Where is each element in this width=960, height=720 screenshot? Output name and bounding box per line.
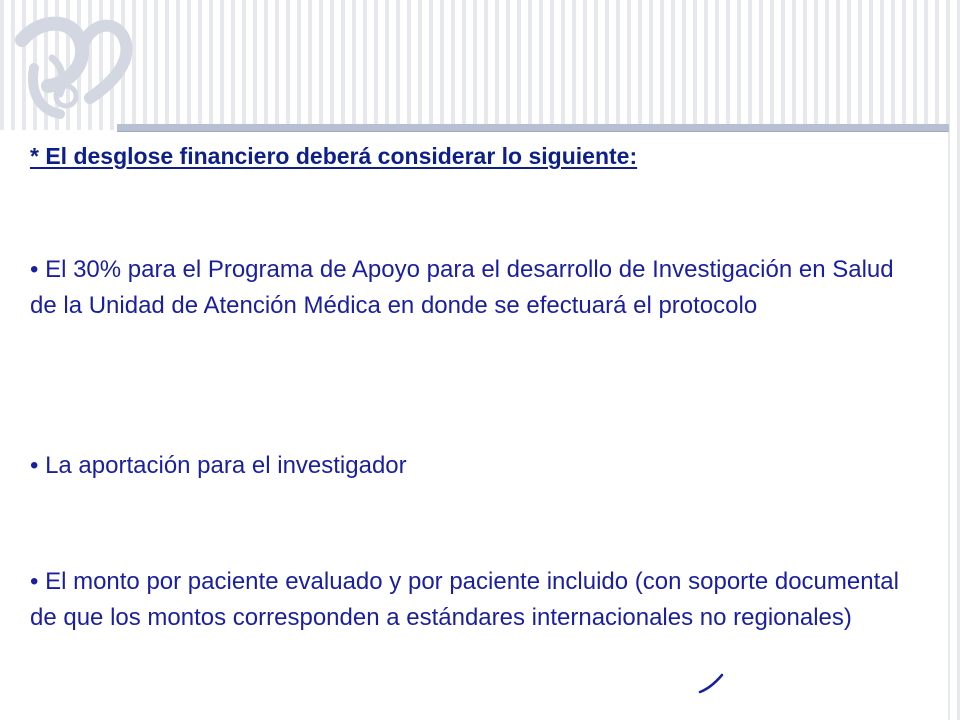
institution-logo-icon <box>8 10 133 127</box>
bullet-item: • La aportación para el investigador <box>30 452 407 479</box>
swoosh-icon <box>696 672 728 701</box>
slide-heading: * El desglose financiero deberá considerar lo siguiente: <box>30 143 638 169</box>
bullet-item: • El monto por paciente evaluado y por paciente incluido (con soporte documental de que los montos corresponden a estándares internacionales no regionales) <box>30 568 899 631</box>
bullet-item: • El 30% para el Programa de Apoyo para el desarrollo de Investigación en Salud de la Unidad de Atención Médica en donde se efectuará el protocolo <box>30 256 894 319</box>
header-divider <box>117 124 949 132</box>
